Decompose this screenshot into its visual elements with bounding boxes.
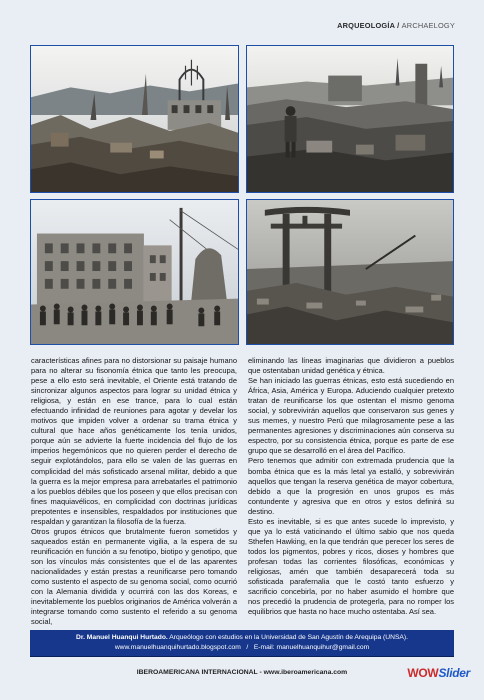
author-contact[interactable]: www.manuelhuanquihurtado.blogspot.com / E-mail: manuelhuanquihur@gmail.com bbox=[114, 644, 370, 651]
article-column-right bbox=[248, 356, 454, 617]
author-bio: Arqueólogo con estudios en la Universidad de San Agustín de Arequipa (UNSA). bbox=[167, 634, 408, 641]
section-header bbox=[337, 21, 455, 30]
article-paragraph: Pero tenemos que admitir con extremada prudencia que la bomba étnica que es la más letal ya estalló, y sobrevivirán aquellos que tengan la reserva genética de mayor cobertura, debido a que la progresión en unos grupos es más contundente y agresiva que en otros y estos definirá su destino. bbox=[248, 456, 454, 516]
article-paragraph: Se han iniciado las guerras étnicas, esto está sucediendo en África, Asia, América y Europa. Aduciendo cualquier pretexto tratan de reunificarse los que ostentan el mismo genoma social, y sobrevivirán aquellos que conservaron sus genes y sus memes, y nuestro Perú que milagrosamente pese a las permanentes agresiones y discriminaciones aún conserva su espectro, por su consistencia étnica, porque es parte de ese grupo que se desarrolló en el área del Pacífico. bbox=[248, 376, 454, 456]
photo-torii-gate-ruins bbox=[246, 199, 454, 345]
photo-ruins-survivor bbox=[246, 45, 454, 193]
article-paragraph: Esto es inevitable, si es que antes sucede lo imprevisto, y que ya lo está vaticinando el último sabio que nos queda Sthefen Hawking, en la que tendrán que perecer los seres de todos los pigmentos, pobres y ricos, dioses y hombres que profesan todas las corrientes filosóficas, económicas y religiosas, amén que también desaparecerá toda su sofisticada parafernalia que le costó tanto esfuerzo y sacrificio concebirla, por no haber asumido el hombre que nos precedió la prudencia de protegerla, para no romper los equilibrios que hasta no hace mucho ostentaba. Así sea. bbox=[248, 516, 454, 617]
watermark-logo bbox=[407, 666, 470, 680]
photo-hiroshima-dome bbox=[30, 45, 239, 193]
watermark-part2: Slider bbox=[438, 666, 470, 680]
watermark-part1: WOW bbox=[407, 666, 439, 680]
section-separator: / bbox=[394, 21, 402, 30]
article-paragraph: características afines para no distorsionar su paisaje humano para no alterar su fisonomía étnica que tanto les preocupa, pese a ello esto será inevitable, el Oriente está tratando de sincronizar algunos aspectos para lograr su unidad étnica y religiosa, y están en ese trance, para lo cual están efectuando infinidad de reuniones para agotar y develar los motivos que impiden volver a ordenar su trama étnica y cultural que hace años genéticamente los tenía unidos, porque aún se advierte la fuerte incidencia del flujo de los imperios hegemónicos que no quieren perder el derecho de seguir explotándolos, para ello se valen de las guerras en complicidad del más sofisticado arsenal militar, debido a que la guerra es la mejor empresa para arrebatarles el patrimonio a los pueblos débiles que los poseen y que ellos precisan con fines maquiavélicos, en complicidad con doctrinas jurídicas prepotentes e insensibles, respaldados por instituciones que respaldan y garantizan la filosofía de la fuerza. bbox=[31, 356, 237, 526]
article-column-left bbox=[31, 356, 237, 627]
page-footer: IBEROAMERICANA INTERNACIONAL - www.iberoamericana.com bbox=[136, 669, 348, 676]
author-box bbox=[30, 630, 454, 657]
author-name: Dr. Manuel Huanqui Hurtado. bbox=[76, 634, 168, 641]
article-paragraph: Otros grupos étnicos que brutalmente fueron sometidos y saqueados están en permanente vigilia, a la espera de su reunificación en función a su fenotipo, biotipo y genotipo, que son los vínculos más consistentes que el de las aparentes nacionalidades y están prestas a reunificarse pero tomando como sustento el aspecto de su genoma social, como ocurrió con la Alemania dividida y ocurrirá con las dos Koreas, e inevitablemente los pueblos originarios de América volverán a integrarse tomando como sustento el referido a su genoma social, bbox=[31, 526, 237, 627]
section-label: ARQUEOLOGÍA bbox=[337, 21, 395, 30]
article-paragraph: eliminando las líneas imaginarias que dividieron a pueblos que ostentaban unidad genética y étnica. bbox=[248, 356, 454, 376]
section-label-en: ARCHAELOGY bbox=[401, 21, 455, 30]
photo-crowd-building bbox=[30, 199, 239, 345]
author-line bbox=[30, 633, 454, 643]
